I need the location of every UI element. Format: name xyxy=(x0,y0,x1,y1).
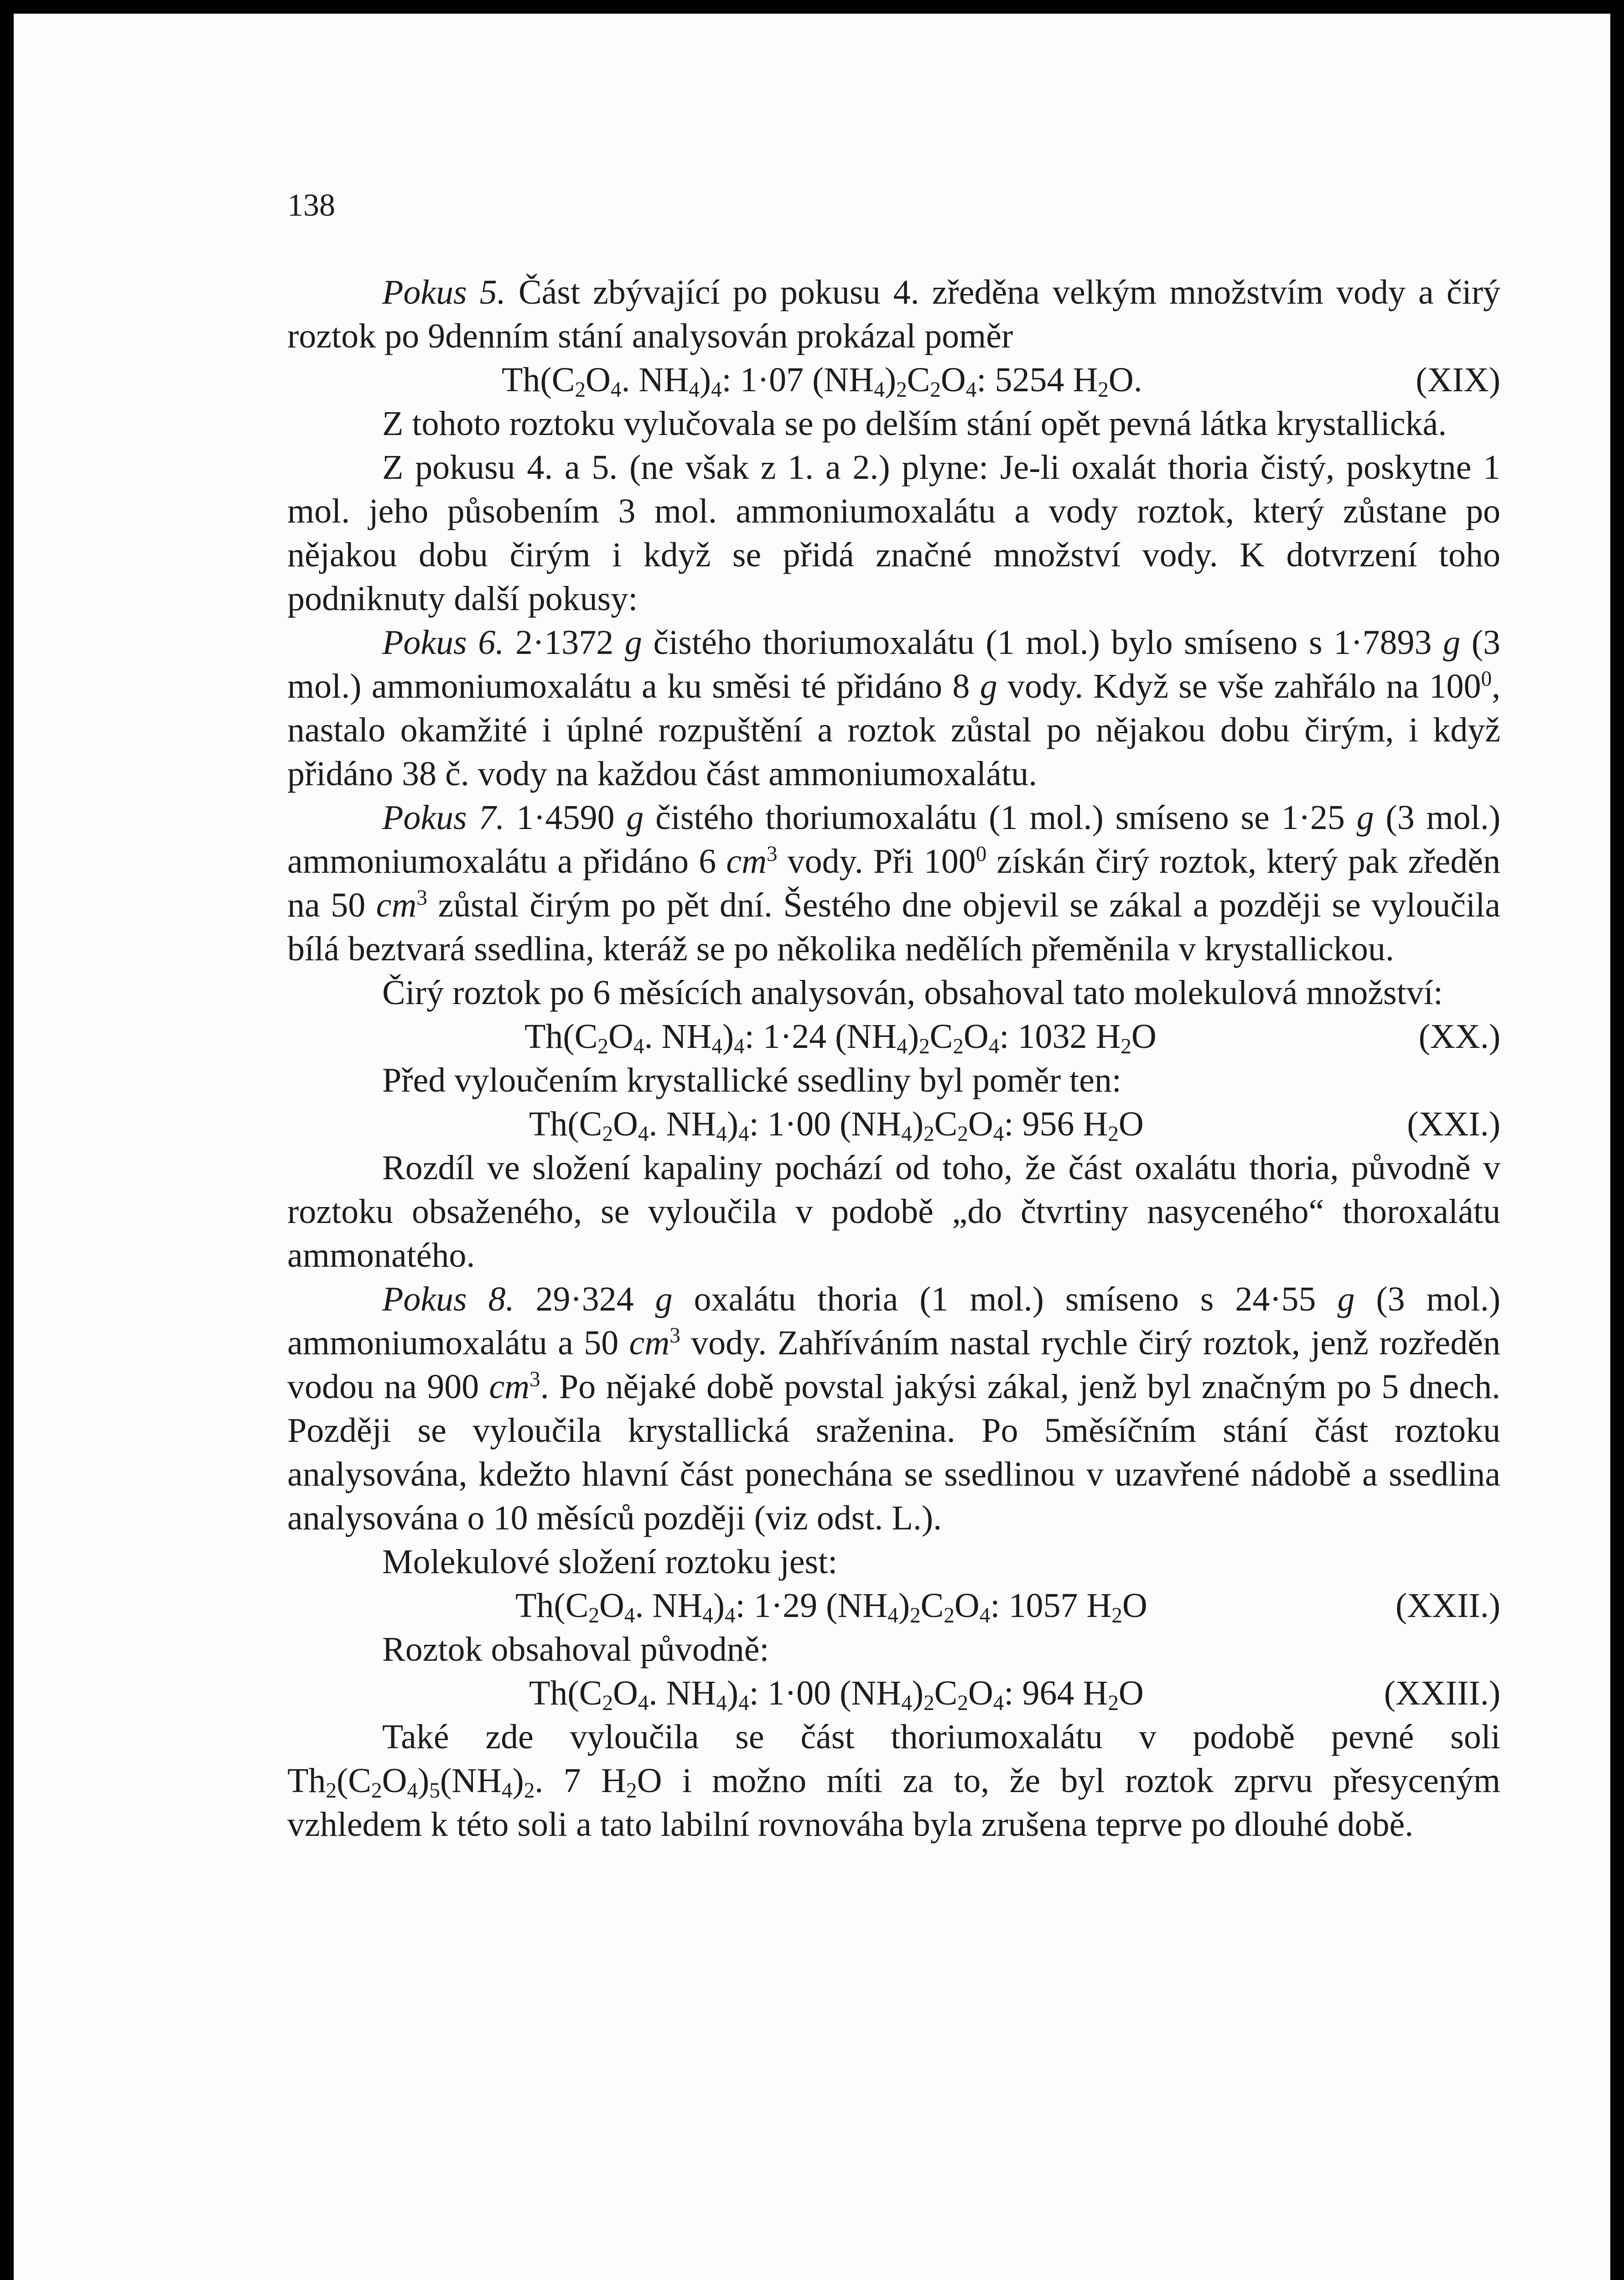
paragraph-pokus-5 xyxy=(287,270,1500,358)
equation-number: (XXII.) xyxy=(1395,1586,1500,1625)
experiment-label: Pokus 5. xyxy=(382,273,506,311)
paragraph-pokus-6: Pokus 6. 2·1372 g čistého thoriumoxalátu (1 mol.) bylo smíseno s 1·7893 g (3 mol.) ammoniumoxalátu a ku směsi té přidáno 8 g vody. Když se vše zahřálo na $100^0$, nastalo okamžité i úplné rozpuštění a roztok zůstal po nějakou dobu čirým, i když přidáno 38 č. vody na každou část ammoniumoxalátu. xyxy=(287,623,1501,793)
paragraph: Z tohoto roztoku vylučovala se po delším stání opět pevná látka krystallická. xyxy=(382,404,1447,443)
experiment-label: Pokus 8. xyxy=(382,1280,514,1318)
experiment-label: Pokus 7. xyxy=(382,798,505,837)
formula-xxi xyxy=(287,1102,1500,1146)
equation-number: (XXIII.) xyxy=(1384,1674,1500,1712)
page-number: 138 xyxy=(287,188,335,223)
equation-number: (XIX) xyxy=(1416,361,1500,399)
paragraph-text: Část zbývající po pokusu 4. zředěna velkým množstvím vody a čirý roztok po 9denním stání analysován prokázal poměr xyxy=(287,273,1501,355)
text-block xyxy=(287,184,1500,1846)
document-page xyxy=(14,14,1610,2280)
paragraph-pokus-7: Pokus 7. 1·4590 g čistého thoriumoxalátu (1 mol.) smíseno se 1·25 g (3 mol.) ammoniumoxalátu a přidáno 6 $cm^3$ vody. Při $100^0$ získán čirý roztok, který pak zředěn na 50 $cm^3$ zůstal čirým po pět dní. Šestého dne objevil se zákal a později se vyloučila bílá beztvará ssedlina, kteráž se po několika nedělích přeměnila v krystallickou. xyxy=(287,798,1501,968)
formula-xxiii xyxy=(287,1671,1500,1715)
equation-number: (XXI.) xyxy=(1407,1105,1500,1143)
formula-expression: $Th(C_2O_4$. $NH_4)_4$: 1·24 $(NH_4)_2C_2O_4$: 1032 $H_2O$ xyxy=(524,1017,1157,1058)
equation-number: (XX.) xyxy=(1418,1017,1500,1056)
formula-expression: $Th(C_2O_4$. $NH_4)_4$: 1·00 $(NH_4)_2C_2O_4$: 956 $H_2O$ xyxy=(529,1105,1144,1146)
formula-xix xyxy=(287,358,1500,402)
formula-expression: $Th(C_2O_4$. $NH_4)_4$: 1·29 $(NH_4)_2C_2O_4$: 1057 $H_2O$ xyxy=(515,1586,1147,1627)
formula-expression: $Th(C_2O_4$. $NH_4)_4$: 1·07 $(NH_4)_2C_2O_4$: 5254 $H_2O$. xyxy=(502,361,1142,402)
paragraph: Z pokusu 4. a 5. (ne však z 1. a 2.) plyne: Je-li oxalát thoria čistý, poskytne 1 mol. jeho působením 3 mol. ammoniumoxalátu a vody roztok, který zůstane po nějakou dobu čirým i když se přidá značné množství vody. K dotvrzení toho podniknuty další pokusy: xyxy=(287,448,1500,618)
paragraph: Molekulové složení roztoku jest: xyxy=(382,1543,838,1581)
paragraph: Rozdíl ve složení kapaliny pochází od toho, že část oxalátu thoria, původně v roztoku obsaženého, se vyloučila v podobě „do čtvrtiny nasyceného“ thoroxalátu ammonatého. xyxy=(287,1149,1500,1275)
formula-xxii xyxy=(287,1584,1500,1627)
paragraph: Před vyloučením krystallické ssedliny byl poměr ten: xyxy=(382,1061,1122,1099)
paragraph-final: Také zde vyloučila se část thoriumoxalátu v podobě pevné soli $Th_2(C_2O_4)_5(NH_4)_2$. 7 $H_2O$ i možno míti za to, že byl roztok zprvu přesyceným vzhledem k této soli a tato labilní rovnováha byla zrušena teprve po dlouhé době. xyxy=(287,1718,1500,1844)
formula-xx xyxy=(287,1015,1500,1058)
paragraph-pokus-8: Pokus 8. 29·324 g oxalátu thoria (1 mol.) smíseno s 24·55 g (3 mol.) ammoniumoxalátu a 50 $cm^3$ vody. Zahříváním nastal rychle čirý roztok, jenž rozředěn vodou na 900 $cm^3$. Po nějaké době povstal jakýsi zákal, jenž byl značným po 5 dnech. Později se vyloučila krystallická sraženina. Po 5měsíčním stání část roztoku analysována, kdežto hlavní část ponechána se ssedlinou v uzavřené nádobě a ssedlina analysována o 10 měsíců později (viz odst. L.). xyxy=(287,1280,1501,1537)
paragraph: Čirý roztok po 6 měsících analysován, obsahoval tato molekulová množství: xyxy=(382,974,1443,1012)
formula-expression: $Th(C_2O_4$. $NH_4)_4$: 1·00 $(NH_4)_2C_2O_4$: 964 $H_2O$ xyxy=(529,1674,1144,1715)
paragraph: Roztok obsahoval původně: xyxy=(382,1630,769,1669)
experiment-label: Pokus 6. xyxy=(382,623,504,662)
